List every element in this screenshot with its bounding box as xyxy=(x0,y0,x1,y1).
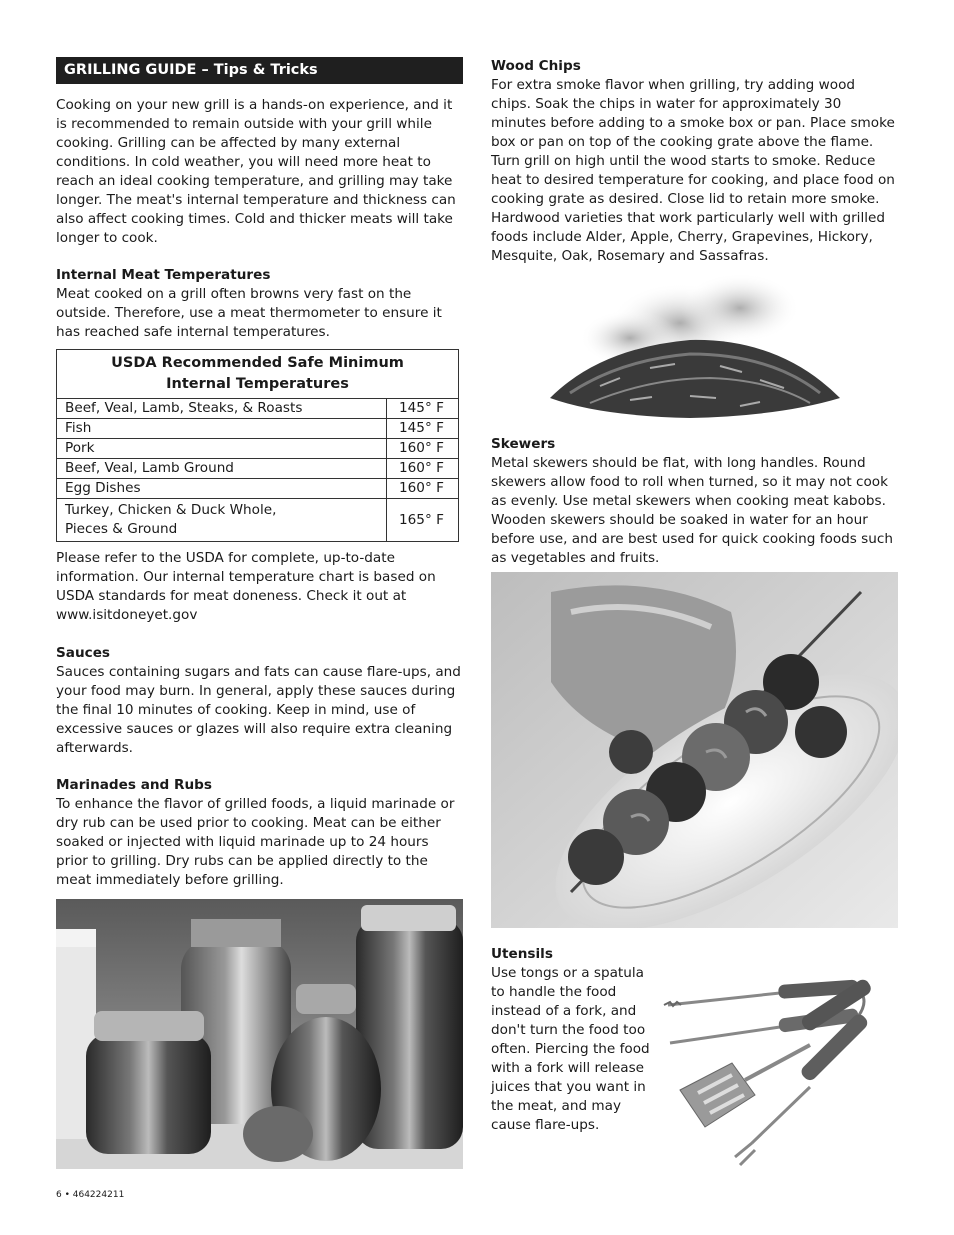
table-row xyxy=(57,419,459,439)
table-cell-item: Beef, Veal, Lamb, Steaks, & Roasts xyxy=(57,399,387,419)
wood-chips-heading: Wood Chips xyxy=(491,58,581,74)
page-footer: 6 • 464224211 xyxy=(56,1190,125,1200)
table-title xyxy=(57,350,459,399)
table-cell-item: Pork xyxy=(57,439,387,459)
utensils-heading: Utensils xyxy=(491,946,553,962)
intro-paragraph: Cooking on your new grill is a hands-on experience, and it is recommended to remain outside with your grill while cooking. Grilling can be affected by many external conditions. In cold weather, you will need more heat to reach an ideal cooking temperature, and grilling may take longer. The meat's internal temperature and thickness can also affect cooking times. Cold and thicker meats will take longer to cook. xyxy=(56,97,456,246)
skewers-text: Metal skewers should be flat, with long handles. Round skewers allow food to roll when turned, so it may not cook as evenly. Use metal skewers when cooking meat kabobs. Wooden skewers should be soaked in water for an hour before use, and are best used for quick cooking foods such as vegetables and fruits. xyxy=(491,455,893,566)
utensils-photo xyxy=(660,975,910,1180)
table-cell-temp: 160° F xyxy=(387,459,459,479)
internal-temps-heading: Internal Meat Temperatures xyxy=(56,267,271,283)
table-cell-temp: 160° F xyxy=(387,439,459,459)
table-cell-temp: 145° F xyxy=(387,399,459,419)
table-cell-item: Egg Dishes xyxy=(57,479,387,499)
wood-chips-photo xyxy=(540,268,850,433)
table-cell-item: Fish xyxy=(57,419,387,439)
table-row xyxy=(57,399,459,419)
kabob-on-plate-illustration xyxy=(491,572,898,928)
usda-temperature-table xyxy=(56,349,459,542)
skewers-heading: Skewers xyxy=(491,436,556,452)
sauces-text: Sauces containing sugars and fats can cause flare-ups, and your food may burn. In general, apply these sauces during the final 10 minutes of cooking. Keep in mind, use of excessive sauces or glazes will also require extra cleaning afterwards. xyxy=(56,664,461,756)
table-row xyxy=(57,439,459,459)
internal-temps-text: Meat cooked on a grill often browns very fast on the outside. Therefore, use a meat thermometer to ensure it has reached safe internal temperatures. xyxy=(56,286,442,340)
grill-utensils-illustration xyxy=(660,975,910,1180)
kabob-photo xyxy=(491,572,898,928)
table-cell-temp: 145° F xyxy=(387,419,459,439)
table-header-row xyxy=(57,350,459,399)
marinade-jars-illustration xyxy=(56,899,463,1169)
table-cell-temp: 165° F xyxy=(387,499,459,542)
table-cell-temp: 160° F xyxy=(387,479,459,499)
utensils-text: Use tongs or a spatula to handle the food instead of a fork, and don't turn the food too often. Piercing the food with a fork will release juices that you want in the meat, and may cause flare-ups. xyxy=(491,965,650,1133)
marinades-heading: Marinades and Rubs xyxy=(56,777,212,793)
usda-note-paragraph: Please refer to the USDA for complete, up-to-date information. Our internal temperature chart is based on USDA standards for meat doneness. Check it out at www.isitdoneyet.gov xyxy=(56,550,436,623)
table-row xyxy=(57,479,459,499)
marinade-jars-photo xyxy=(56,899,463,1169)
table-title-line2: Internal Temperatures xyxy=(166,376,349,392)
table-cell-item-line1: Turkey, Chicken & Duck Whole, xyxy=(65,502,277,518)
table-row xyxy=(57,499,459,542)
wood-chips-text: For extra smoke flavor when grilling, try adding wood chips. Soak the chips in water for approximately 30 minutes before adding to a smoke box or pan. Place smoke box or pan on top of the cooking grate above the flame. Turn grill on high until the wood starts to smoke. Reduce heat to desired temperature for cooking, and place food on cooking grate as desired. Close lid to retain more smoke. Hardwood varieties that work particularly well with grilled foods include Alder, Apple, Cherry, Grapevines, Hickory, Mesquite, Oak, Rosemary and Sassafras. xyxy=(491,77,895,264)
table-cell-item-line2: Pieces & Ground xyxy=(65,521,178,537)
section-banner: GRILLING GUIDE – Tips & Tricks xyxy=(56,57,463,84)
sauces-heading: Sauces xyxy=(56,645,111,661)
marinades-text: To enhance the flavor of grilled foods, a liquid marinade or dry rub can be used prior to cooking. Meat can be either soaked or injected with liquid marinade up to 24 hours prior to grilling. Dry rubs can be applied directly to the meat immediately before grilling. xyxy=(56,796,455,888)
table-cell-item xyxy=(57,499,387,542)
table-row xyxy=(57,459,459,479)
table-title-line1: USDA Recommended Safe Minimum xyxy=(111,355,404,371)
smoking-wood-chips-illustration xyxy=(540,268,850,433)
table-cell-item: Beef, Veal, Lamb Ground xyxy=(57,459,387,479)
